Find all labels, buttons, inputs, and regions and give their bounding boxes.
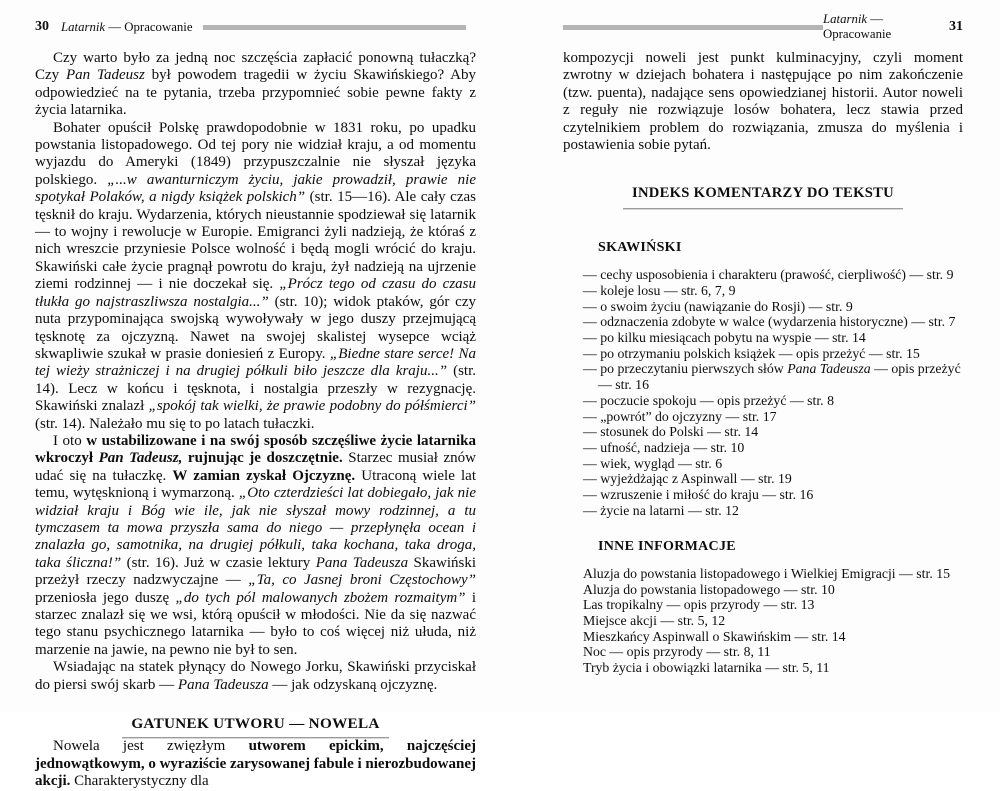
running-title-book: Latarnik xyxy=(823,12,868,26)
text-run-i: „Oto czterdzieści lat dobiegało, jak nie widział kraju i Bóg wie ile, jak nie słyszał mowy rodzinnej, a tu tymczasem ta mowa przyszła sama do niego — przepłynęła ocean i znalazła go, samotnika, na drugiej półkuli, taka kochana, taka droga, taka śliczna!” xyxy=(35,485,477,571)
index-item xyxy=(583,409,963,425)
index-item xyxy=(583,660,963,676)
index-item xyxy=(583,424,963,440)
section-heading-genre xyxy=(35,715,476,738)
page-right xyxy=(563,12,963,676)
text-run: Miejsce akcji — str. 5, 12 xyxy=(583,613,726,629)
text-run: — po przeczytaniu pierwszych słów xyxy=(583,361,788,377)
index-item xyxy=(583,644,963,660)
index-item xyxy=(583,393,963,409)
page-header-right xyxy=(563,12,963,41)
text-run: — stosunek do Polski — str. 14 xyxy=(583,424,759,440)
text-run: I oto xyxy=(53,432,87,449)
text-run: Bohater opuścił Polskę prawdopodobnie w 1831 roku, po upadku powstania listopadowego. Od tej pory nie widział kraju, a od momentu wyjazdu do Ameryki (1849) przypuszczalnie nie słyszał języka polskiego. xyxy=(35,119,476,188)
paragraph xyxy=(35,120,476,433)
section-heading-index xyxy=(563,185,963,208)
running-title-section: — Opracowanie xyxy=(823,12,892,41)
index-item xyxy=(583,629,963,645)
text-run: — „powrót” do ojczyzny — str. 17 xyxy=(583,408,777,424)
text-run: Utraconą wiele lat temu, wytęsknioną i wymarzoną. xyxy=(35,467,476,502)
section-heading-text: INDEKS KOMENTARZY DO TEKSTU xyxy=(623,185,903,208)
text-run: — wzruszenie i miłość do kraju — str. 16 xyxy=(583,487,814,503)
index-item xyxy=(583,346,963,362)
text-run: Las tropikalny — opis przyrody — str. 13 xyxy=(583,597,815,613)
index-item xyxy=(583,503,963,519)
text-run-i: „spokój tak wielki, że prawie podobny do półśmierci” xyxy=(148,398,476,415)
index-item xyxy=(583,267,963,283)
text-run-b: W zamian zyskał Ojczyznę. xyxy=(172,467,356,484)
text-run: Czy warto było za jedną noc szczęścia zapłacić ponowną tułaczką? Czy xyxy=(35,50,476,84)
text-run-b: rujnując je doszczętnie. xyxy=(182,450,343,467)
text-run: Charakterystyczny dla xyxy=(70,773,209,790)
text-run: — odznaczenia zdobyte w walce (wydarzenia historyczne) — str. 7 xyxy=(583,314,956,330)
paragraph xyxy=(35,50,476,120)
page-number-right: 31 xyxy=(949,19,963,34)
text-run: Mieszkańcy Aspinwall o Skawińskim — str. 14 xyxy=(583,628,846,644)
page-number-left: 30 xyxy=(35,19,49,34)
text-run-i: Pana Tadeusza xyxy=(177,676,269,693)
text-run-b: utworem epickim, najczęściej jednowątkowym, o wyraziście zarysowanej fabule i nierozbudowanej akcji. xyxy=(35,738,476,790)
index-subheading-skawinski: SKAWIŃSKI xyxy=(598,239,682,255)
text-run: Aluzja do powstania listopadowego — str. 10 xyxy=(583,581,835,597)
text-run: — ufność, nadzieja — str. 10 xyxy=(583,439,745,455)
text-run-i: Pana Tadeusza xyxy=(787,361,871,377)
index-item xyxy=(583,330,963,346)
text-run: (str. 14). Należało mu się to po latach tułaczki. xyxy=(35,415,315,432)
index-item xyxy=(583,597,963,613)
running-title-left xyxy=(61,20,193,35)
index-item xyxy=(583,440,963,456)
index-item xyxy=(583,487,963,503)
text-run: — życie na latarni — str. 12 xyxy=(583,502,739,518)
text-run: Starzec musiał znów udać się na tułaczkę. xyxy=(35,450,476,484)
running-title-right xyxy=(823,12,939,42)
index-item xyxy=(583,471,963,487)
index-item xyxy=(583,283,963,299)
index-list-skawinski xyxy=(583,267,963,518)
text-run: — opis przeżyć — str. 16 xyxy=(598,361,961,393)
index-list-inne xyxy=(583,566,963,676)
text-run-i: „...w awanturniczym życiu, jakie prowadził, prawie nie spotykał Polaków, a nigdy książek polskich” xyxy=(35,171,476,206)
text-run-i: „Ta, co Jasnej broni Częstochowy” xyxy=(248,572,476,589)
index-item xyxy=(583,456,963,472)
index-item xyxy=(583,613,963,629)
page-left xyxy=(35,20,476,791)
text-run: (str. 14). Lecz w końcu i tęsknota, i nostalgia przeszły w rezygnację. Skawiński znalazł xyxy=(35,363,476,415)
text-run: Nowela jest zwięzłym xyxy=(53,738,249,755)
page-body-right xyxy=(563,50,963,676)
index-item xyxy=(583,299,963,315)
text-run: Noc — opis przyrody — str. 8, 11 xyxy=(583,644,771,660)
text-run: (str. 15—16). Ale cały czas tęsknił do kraju. Wydarzenia, których nieustannie spodziewał się latarnik — to wojny i rewolucje w Europie. Emigranci żyli nadzieją, że któraś z nich wreszcie przyniesie Polsce wolność i będą mogli wrócić do kraju. Skawiński całe życie pragnął powrotu do kraju, żył nadzieją na ujrzenie ziemi rodzinnej — i nie doczekał się. xyxy=(35,189,476,293)
text-run: Wsiadając na statek płynący do Nowego Jorku, Skawiński przyciskał do piersi swój skarb — xyxy=(35,659,476,693)
text-run: — po kilku miesiącach pobytu na wyspie — str. 14 xyxy=(583,330,866,346)
header-rule-right xyxy=(563,25,823,30)
paragraph xyxy=(35,659,476,694)
text-run: Skawiński przeżył rzeczy nadzwyczajne — xyxy=(35,554,476,589)
index-item xyxy=(583,566,963,582)
running-title-section: — Opracowanie xyxy=(105,19,193,34)
text-run-bi: Pan Tadeusz, xyxy=(98,450,183,467)
text-run: kompozycji noweli jest punkt kulminacyjny, czyli moment zwrotny w dziejach bohatera i następujące po nim zakończenie (tzw. puenta), nadające sens opowiedzianej historii. Autor noweli z reguły nie rozwiązuje losów bohatera, lecz stawia przed czytelnikiem problem do rozwiązania, zmusza do myślenia i postawienia sobie pytań. xyxy=(563,50,963,154)
page-header-left xyxy=(35,20,476,34)
text-run: — poczucie spokoju — opis przeżyć — str. 8 xyxy=(583,392,834,408)
text-run: Tryb życia i obowiązki latarnika — str. 5, 11 xyxy=(583,660,830,676)
text-run: przeniosła jego duszę xyxy=(35,589,176,606)
index-item xyxy=(583,314,963,330)
text-run-i: Pan Tadeusz xyxy=(66,67,145,84)
text-run: — koleje losu — str. 6, 7, 9 xyxy=(583,282,736,298)
page-body-left xyxy=(35,50,476,791)
running-title-book: Latarnik xyxy=(61,19,106,34)
index-item xyxy=(583,582,963,598)
text-run: Aluzja do powstania listopadowego i Wielkiej Emigracji — str. 15 xyxy=(583,565,951,581)
text-run-i: „do tych pól malowanych zbożem rozmaitym” xyxy=(175,589,466,606)
text-run: — jak odzyskaną ojczyznę. xyxy=(268,676,438,693)
text-run-b: w ustabilizowane i na swój sposób szczęśliwe życie latarnika wkroczył xyxy=(35,432,476,467)
index-subheading-inne: INNE INFORMACJE xyxy=(598,538,736,554)
section-heading-text: GATUNEK UTWORU — NOWELA xyxy=(122,715,388,738)
header-rule-left xyxy=(203,25,466,30)
text-run: (str. 10); widok ptaków, gór czy nuta przypominająca swojską wywoływały w jego duszy przejmującą tęsknotę za ojczyzną. Nawet na swojej skalistej wysepce wciąż skwapliwie szukał w prasie doniesień z Europy. xyxy=(35,293,476,362)
text-run: (str. 16). Już w czasie lektury xyxy=(121,554,316,571)
text-run: — cechy usposobienia i charakteru (prawość, cierpliwość) — str. 9 xyxy=(583,267,954,283)
index-item xyxy=(583,361,963,392)
text-run-i: Pana Tadeusza xyxy=(315,554,409,571)
paragraph xyxy=(35,433,476,659)
text-run: był powodem tragedii w życiu Skawińskiego? Aby odpowiedzieć na te pytania, trzeba przypomnieć sobie pewne fakty z życia latarnika. xyxy=(35,67,477,119)
text-run: — po otrzymaniu polskich książek — opis przeżyć — str. 15 xyxy=(583,345,920,361)
text-run: — wyjeżdżając z Aspinwall — str. 19 xyxy=(583,471,792,487)
text-run: — o swoim życiu (nawiązanie do Rosji) — str. 9 xyxy=(583,298,853,314)
text-run-i: „Biedne stare serce! Na tej wieży strażniczej i na drugiej półkuli biło jeszcze dla kraju...” xyxy=(35,345,476,380)
text-run-i: „Prócz tego od czasu do czasu tłukła go najstraszliwsza nostalgia...” xyxy=(35,276,477,310)
text-run: — wiek, wygląd — str. 6 xyxy=(583,455,723,471)
text-run: i starzec znalazł się we wsi, którą opuścił w młodości. Nie da się nazwać tego stanu psychicznego latarnika — było to coś więcej niż ułuda, niż marzenie na jawie, na pewno nie był to sen. xyxy=(35,589,476,658)
paragraph xyxy=(563,50,963,154)
paragraph xyxy=(35,738,476,790)
